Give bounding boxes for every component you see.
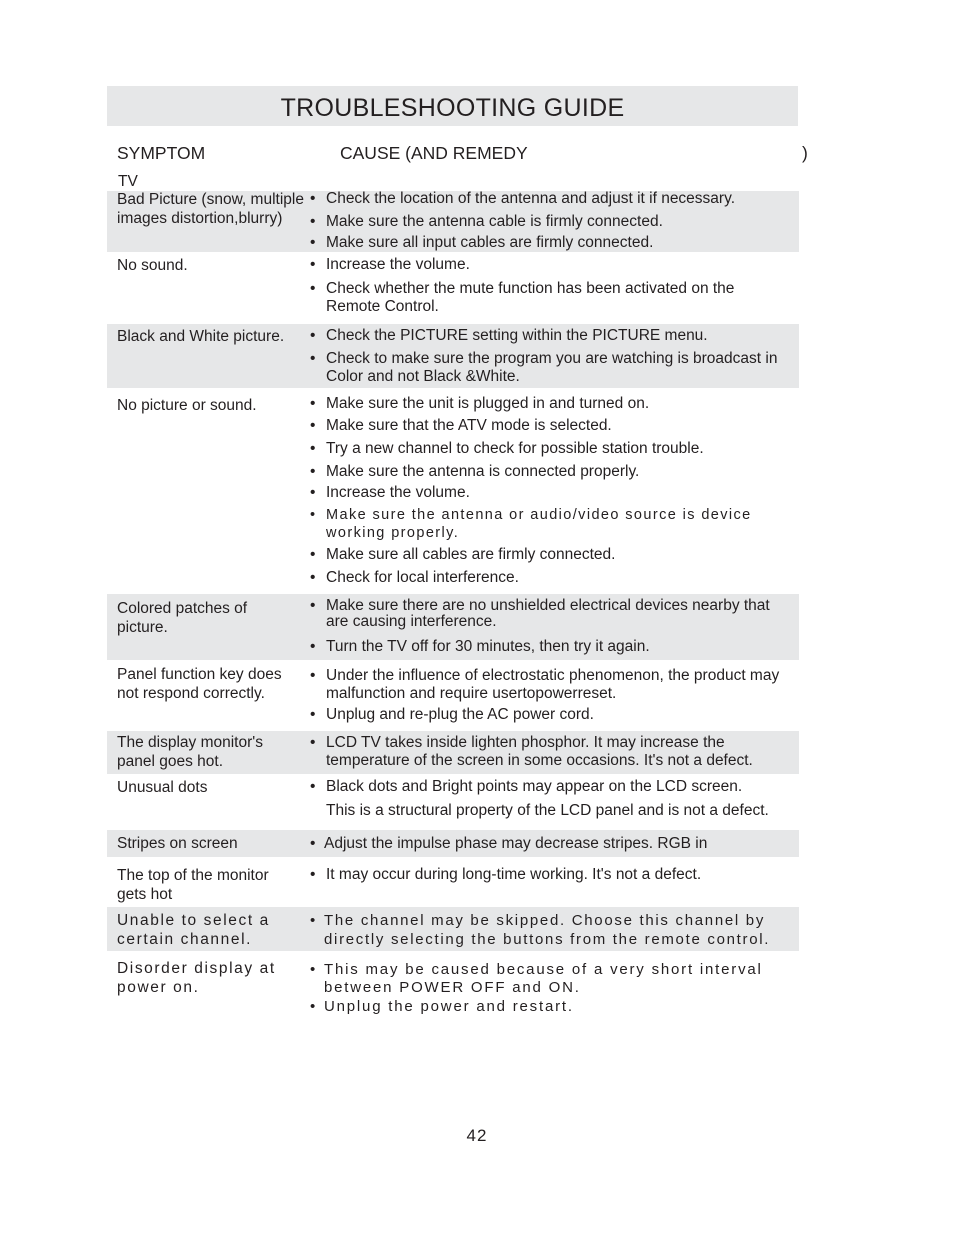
symptom-text: Stripes on screen bbox=[117, 835, 238, 852]
section-label: TV bbox=[118, 173, 138, 190]
cause-item: • Increase the volume. bbox=[310, 256, 470, 273]
cause-item: • Make sure that the ATV mode is selected. bbox=[310, 417, 612, 434]
symptom-text: The display monitor's panel goes hot. bbox=[117, 734, 263, 770]
cause-item: • Make sure all cables are firmly connected. bbox=[310, 546, 616, 563]
cause-header-closing: ) bbox=[802, 143, 808, 163]
symptom-text: Unusual dots bbox=[117, 779, 208, 796]
symptom-text: No sound. bbox=[117, 257, 188, 274]
cause-item: • Unplug the power and restart. bbox=[310, 998, 574, 1015]
cause-item: • Increase the volume. bbox=[310, 484, 470, 501]
symptom-text: Bad Picture (snow, multiple images distortion,blurry) bbox=[117, 191, 304, 227]
symptom-text: Panel function key does not respond correctly. bbox=[117, 666, 282, 702]
cause-item: • Check to make sure the program you are watching is broadcast in Color and not Black &White. bbox=[310, 350, 778, 385]
cause-item: • Check the PICTURE setting within the PICTURE menu. bbox=[310, 327, 708, 344]
page-title: TROUBLESHOOTING GUIDE bbox=[280, 94, 625, 122]
cause-item: • Make sure the unit is plugged in and turned on. bbox=[310, 395, 650, 412]
symptom-text: Disorder display at power on. bbox=[117, 960, 276, 996]
cause-item: • Check for local interference. bbox=[310, 569, 519, 586]
page-number: 42 bbox=[466, 1126, 488, 1145]
cause-column-header: CAUSE (AND REMEDY bbox=[340, 143, 528, 163]
cause-item: • LCD TV takes inside lighten phosphor. It may increase the temperature of the screen in some occasions. It's not a defect. bbox=[310, 734, 753, 769]
cause-item: • It may occur during long-time working. It's not a defect. bbox=[310, 866, 702, 883]
cause-item: • Under the influence of electrostatic phenomenon, the product may malfunction and require usertopowerreset. bbox=[310, 667, 780, 702]
cause-item: • Check whether the mute function has been activated on the Remote Control. bbox=[310, 280, 735, 315]
cause-item: • Unplug and re-plug the AC power cord. bbox=[310, 706, 594, 723]
cause-item: • Make sure the antenna is connected properly. bbox=[310, 463, 640, 480]
cause-item: • Make sure all input cables are firmly connected. bbox=[310, 234, 654, 251]
cause-item: • Turn the TV off for 30 minutes, then try it again. bbox=[310, 638, 650, 655]
cause-item: • This may be caused because of a very short interval between POWER OFF and ON. bbox=[310, 961, 763, 996]
cause-item: • Check the location of the antenna and adjust it if necessary. bbox=[310, 190, 735, 207]
symptom-text: Black and White picture. bbox=[117, 328, 285, 345]
cause-item: This is a structural property of the LCD panel and is not a defect. bbox=[326, 802, 769, 819]
title-bar bbox=[107, 86, 798, 126]
symptom-text: The top of the monitor gets hot bbox=[117, 867, 269, 903]
cause-item: • Adjust the impulse phase may decrease stripes. RGB in bbox=[310, 835, 708, 852]
symptom-text: Unable to select a certain channel. bbox=[117, 912, 270, 948]
cause-item: • Make sure there are no unshielded electrical devices nearby that are causing interference. bbox=[310, 597, 770, 630]
symptom-text: Colored patches of picture. bbox=[117, 600, 248, 636]
symptom-column-header: SYMPTOM bbox=[117, 143, 206, 163]
cause-item: • The channel may be skipped. Choose this channel by directly selecting the buttons from the remote control. bbox=[310, 912, 771, 948]
cause-item: • Try a new channel to check for possible station trouble. bbox=[310, 440, 704, 457]
cause-item: • Make sure the antenna cable is firmly connected. bbox=[310, 213, 663, 230]
cause-item: • Make sure the antenna or audio/video source is device working properly. bbox=[310, 507, 752, 541]
cause-item: • Black dots and Bright points may appear on the LCD screen. bbox=[310, 778, 743, 795]
symptom-text: No picture or sound. bbox=[117, 397, 257, 414]
